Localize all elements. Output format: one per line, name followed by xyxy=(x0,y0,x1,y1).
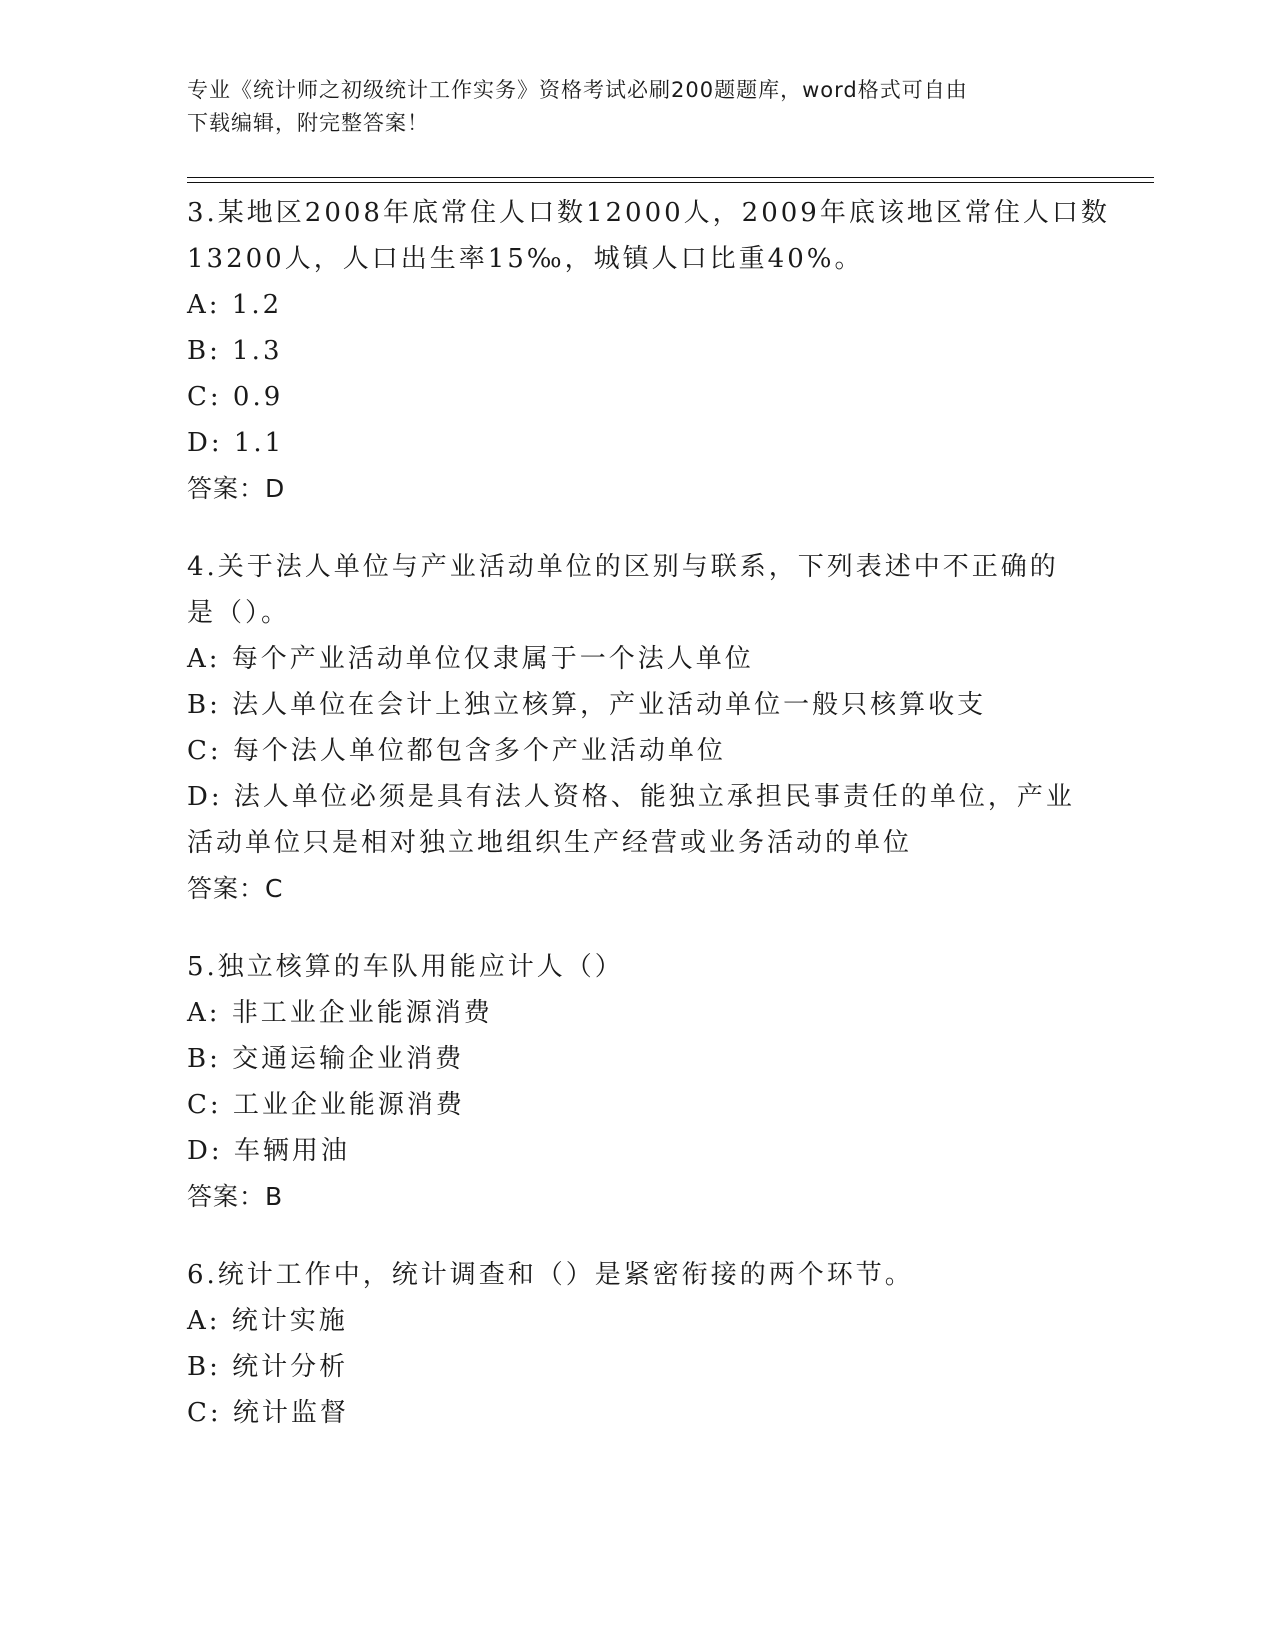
question-5 xyxy=(187,944,1087,1220)
option-a: A: 非工业企业能源消费 xyxy=(187,998,493,1028)
question-6 xyxy=(187,1252,1087,1436)
header-line-2: 下载编辑，附完整答案！ xyxy=(187,111,429,135)
question-list xyxy=(187,190,1110,1468)
question-stem-line: 是（）。 xyxy=(187,598,291,628)
option-d: D: 法人单位必须是具有法人资格、能独立承担民事责任的单位，产业 xyxy=(187,782,1075,812)
question-stem-line: 6.统计工作中，统计调查和（）是紧密衔接的两个环节。 xyxy=(187,1260,914,1290)
question-4 xyxy=(187,544,1087,912)
option-c: C: 工业企业能源消费 xyxy=(187,1090,465,1120)
question-stem-line: 13200人，人口出生率15‰，城镇人口比重40%。 xyxy=(187,244,864,274)
option-c: C: 统计监督 xyxy=(187,1398,349,1428)
option-b: B: 法人单位在会计上独立核算，产业活动单位一般只核算收支 xyxy=(187,690,987,720)
question-3 xyxy=(187,190,1110,512)
answer-label: 答案：B xyxy=(187,1182,284,1211)
option-b: B: 1.3 xyxy=(187,336,283,366)
option-b: B: 交通运输企业消费 xyxy=(187,1044,465,1074)
option-a: A: 每个产业活动单位仅隶属于一个法人单位 xyxy=(187,644,754,674)
option-d-continued: 活动单位只是相对独立地组织生产经营或业务活动的单位 xyxy=(187,828,913,858)
option-a: A: 1.2 xyxy=(187,290,283,320)
option-c: C: 每个法人单位都包含多个产业活动单位 xyxy=(187,736,726,766)
option-d: D: 1.1 xyxy=(187,428,285,458)
question-stem-line: 3.某地区2008年底常住人口数12000人，2009年底该地区常住人口数 xyxy=(187,198,1110,228)
document-header xyxy=(187,74,1087,140)
header-line-1: 专业《统计师之初级统计工作实务》资格考试必刷200题题库，word格式可自由 xyxy=(187,78,968,102)
option-a: A: 统计实施 xyxy=(187,1306,348,1336)
header-divider-top xyxy=(187,177,1154,178)
option-c: C: 0.9 xyxy=(187,382,284,412)
question-stem-line: 5.独立核算的车队用能应计人（） xyxy=(187,952,624,982)
answer-label: 答案：C xyxy=(187,874,284,903)
header-divider-bottom xyxy=(187,182,1154,183)
answer-label: 答案：D xyxy=(187,474,286,503)
option-b: B: 统计分析 xyxy=(187,1352,349,1382)
question-stem-line: 4.关于法人单位与产业活动单位的区别与联系，下列表述中不正确的 xyxy=(187,552,1059,582)
option-d: D: 车辆用油 xyxy=(187,1136,350,1166)
